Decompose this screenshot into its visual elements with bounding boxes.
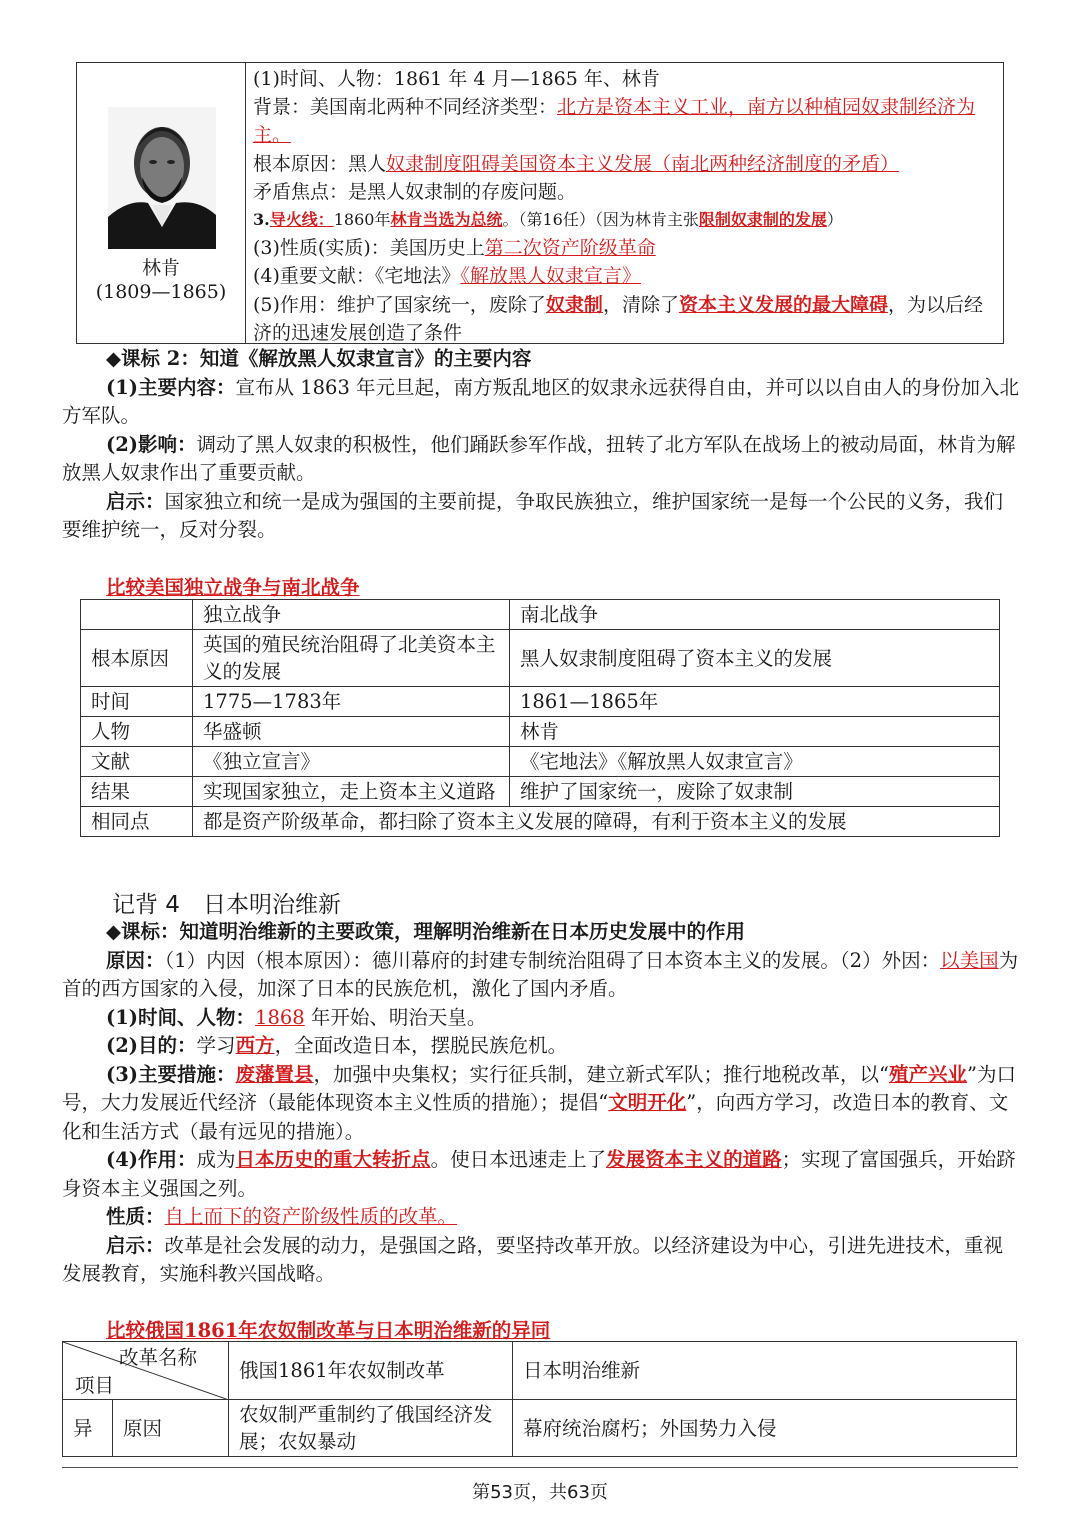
compare-wars-table [80, 599, 1000, 837]
table-header-row [81, 600, 1000, 630]
compare-wars-title: 比较美国独立战争与南北战争 [106, 576, 360, 599]
meiji-section [62, 918, 1020, 1289]
table-cell: 林肯 [510, 717, 1000, 747]
row-label: 结果 [81, 777, 193, 807]
kb2-section [62, 345, 1020, 545]
header-cell: 南北战争 [510, 600, 1000, 630]
compare-reforms-table [62, 1341, 1017, 1457]
kb2-heading: ◆课标 2：知道《解放黑人奴隶宣言》的主要内容 [106, 347, 532, 370]
table-cell: 《独立宣言》 [193, 747, 510, 777]
row-label: 根本原因 [81, 630, 193, 687]
table-cell: 1861—1865年 [510, 687, 1000, 717]
lincoln-notes [253, 65, 1001, 347]
table-cell: 《宅地法》《解放黑人奴隶宣言》 [510, 747, 1000, 777]
lincoln-summary-box [76, 62, 1004, 344]
row-label: 文献 [81, 747, 193, 777]
meiji-effect: (4)作用：成为日本历史的重大转折点。使日本迅速走上了发展资本主义的道路；实现了富国强兵，开始跻身资本主义强国之列。 [62, 1148, 1016, 1200]
note-nature: (3)性质(实质)：美国历史上第二次资产阶级革命 [253, 237, 656, 260]
footer-divider [62, 1467, 1018, 1468]
meiji-cause: 原因：（1）内因（根本原因）：德川幕府的封建专制统治阻碍了日本资本主义的发展。（2）外因：以美国为首的西方国家的入侵，加深了日本的民族危机，激化了国内矛盾。 [62, 948, 1019, 1000]
header-cell: 日本明治维新 [513, 1342, 1017, 1400]
table-row [81, 777, 1000, 807]
table-row [81, 630, 1000, 687]
header-cell [81, 600, 193, 630]
kb2-lesson: 启示：国家独立和统一是成为强国的主要前提，争取民族独立，维护国家统一是每一个公民的义务，我们要维护统一，反对分裂。 [62, 489, 1004, 541]
table-cell: 华盛顿 [193, 717, 510, 747]
table-row [81, 687, 1000, 717]
table-cell: 幕府统治腐朽；外国势力入侵 [513, 1400, 1017, 1457]
portrait-panel [77, 63, 246, 343]
note-time-people: (1)时间、人物：1861 年 4 月—1865 年、林肯 [253, 68, 660, 90]
kb2-impact: (2)影响：调动了黑人奴隶的积极性，他们踊跃参军作战，扭转了北方军队在战场上的被动局面，林肯为解放黑人奴隶作出了重要贡献。 [62, 432, 1016, 484]
table-row [81, 807, 1000, 837]
table-header-row [63, 1342, 1017, 1400]
table-row [81, 717, 1000, 747]
note-root-cause: 根本原因：黑人奴隶制度阻碍美国资本主义发展（南北两种经济制度的矛盾） [253, 152, 900, 175]
table-cell: 维护了国家统一，废除了奴隶制 [510, 777, 1000, 807]
table-row [63, 1400, 1017, 1457]
row-label: 时间 [81, 687, 193, 717]
corner-top-label: 改革名称 [119, 1346, 198, 1369]
meiji-time: (1)时间、人物：1868 年开始、明治天皇。 [106, 1005, 487, 1029]
table-cell: 都是资产阶级革命，都扫除了资本主义发展的障碍，有利于资本主义的发展 [193, 807, 1000, 837]
row-group-label: 异 [63, 1400, 113, 1457]
meiji-nature: 性质：自上而下的资产阶级性质的改革。 [106, 1205, 458, 1228]
table-cell: 农奴制严重制约了俄国经济发展；农奴暴动 [229, 1400, 513, 1457]
meiji-lesson: 启示：改革是社会发展的动力，是强国之路，要坚持改革开放。以经济建设为中心，引进先进技术，重视发展教育，实施科教兴国战略。 [62, 1233, 1004, 1285]
note-background: 背景：美国南北两种不同经济类型：北方是资本主义工业，南方以种植园奴隶制经济为主。 [253, 96, 976, 147]
corner-bottom-label: 项目 [75, 1374, 115, 1397]
header-cell: 俄国1861年农奴制改革 [229, 1342, 513, 1400]
note-trigger: 3.导火线：1860年林肯当选为总统。（第16任）（因为林肯主张限制奴隶制的发展） [253, 210, 843, 230]
lincoln-portrait [108, 107, 216, 249]
portrait-caption-years: (1809—1865) [95, 281, 227, 303]
portrait-caption-name: 林肯 [141, 257, 180, 279]
page-number: 第53页，共63页 [472, 1482, 608, 1503]
meiji-standard: ◆课标：知道明治维新的主要政策，理解明治维新在日本历史发展中的作用 [106, 920, 745, 943]
compare-reforms-title: 比较俄国1861年农奴制改革与日本明治维新的异同 [106, 1319, 551, 1342]
row-label: 原因 [113, 1400, 229, 1457]
kb2-content: (1)主要内容：宣布从 1863 年元旦起，南方叛乱地区的奴隶永远获得自由，并可以以自由人的身份加入北方军队。 [62, 375, 1020, 427]
note-conflict-focus: 矛盾焦点：是黑人奴隶制的存废问题。 [253, 180, 577, 203]
table-cell: 黑人奴隶制度阻碍了资本主义的发展 [510, 630, 1000, 687]
meiji-heading: 记背 4 日本明治维新 [112, 892, 341, 918]
table-cell: 实现国家独立，走上资本主义道路 [193, 777, 510, 807]
table-row [81, 747, 1000, 777]
note-documents: (4)重要文献：《宅地法》《解放黑人奴隶宣言》 [253, 265, 641, 288]
meiji-goal: (2)目的：学习西方，全面改造日本，摆脱民族危机。 [106, 1034, 568, 1057]
corner-cell [63, 1342, 229, 1400]
note-effect: (5)作用：维护了国家统一，废除了奴隶制，清除了资本主义发展的最大障碍，为以后经济的迅速发展创造了条件 [253, 293, 983, 344]
header-cell: 独立战争 [193, 600, 510, 630]
row-label: 人物 [81, 717, 193, 747]
meiji-measures: (3)主要措施：废藩置县，加强中央集权；实行征兵制，建立新式军队；推行地税改革，以“殖产兴业”为口号，大力发展近代经济（最能体现资本主义性质的措施）；提倡“文明开化”，向西方学习，改造日本的教育、文化和生活方式（最有远见的措施）。 [62, 1062, 1017, 1143]
table-cell: 英国的殖民统治阻碍了北美资本主义的发展 [193, 630, 510, 687]
row-label: 相同点 [81, 807, 193, 837]
table-cell: 1775—1783年 [193, 687, 510, 717]
